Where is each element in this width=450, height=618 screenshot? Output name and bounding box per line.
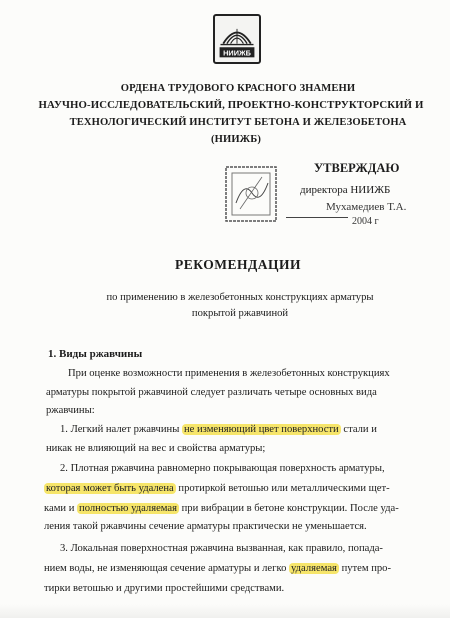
text-run: нием воды, не изменяющая сечение арматуры и легко	[44, 563, 290, 574]
text-run: протиркой ветошью или металлическими щет-	[175, 483, 390, 494]
section-heading: 1. Виды ржавчины	[48, 348, 143, 360]
org-name-line-3: ТЕХНОЛОГИЧЕСКИЙ ИНСТИТУТ БЕТОНА И ЖЕЛЕЗОБЕТОНА	[69, 117, 407, 128]
paragraph-line: никак не влияющий на вес и свойства арматуры;	[46, 443, 266, 454]
approval-stamp	[222, 163, 280, 225]
paragraph-line: тирки ветошью и другими простейшими средствами.	[44, 583, 285, 594]
approval-name: Мухамедиев Т.А.	[326, 201, 407, 213]
niizhb-logo	[213, 14, 261, 64]
paragraph-line: арматуры покрытой ржавчиной следует различать четыре основных вида	[46, 387, 377, 398]
approval-title: УТВЕРЖДАЮ	[314, 161, 400, 175]
highlighted-text: удаляемая	[291, 563, 337, 574]
svg-text:НИИЖБ: НИИЖБ	[223, 48, 251, 58]
paragraph-line: ления такой ржавчины сечение арматуры практически не уменьшается.	[44, 521, 367, 532]
approval-director: директора НИИЖБ	[300, 184, 391, 196]
paragraph-line: ржавчины:	[46, 405, 95, 416]
document-subtitle-line-2: покрытой ржавчиной	[191, 308, 289, 319]
paragraph-line: При оценке возможности применения в железобетонных конструкциях	[68, 368, 390, 379]
org-name-line-1: ОРДЕНА ТРУДОВОГО КРАСНОГО ЗНАМЕНИ	[120, 83, 356, 94]
paragraph-line: 2. Плотная ржавчина равномерно покрывающая поверхность арматуры,	[60, 463, 385, 474]
document-subtitle-line-1: по применению в железобетонных конструкциях арматуры	[106, 292, 374, 303]
paragraph-line	[44, 562, 391, 576]
paragraph-line	[44, 502, 399, 516]
org-name-line-2: НАУЧНО-ИССЛЕДОВАТЕЛЬСКИЙ, ПРОЕКТНО-КОНСТРУКТОРСКИЙ И	[38, 99, 424, 111]
text-run: ками и	[44, 503, 78, 514]
logo-emblem-icon	[215, 16, 259, 62]
stamp-icon	[222, 163, 280, 225]
highlighted-text: которая может быть удалена	[46, 483, 174, 494]
text-run: при вибрации в бетоне конструкции. После уда-	[178, 503, 399, 514]
highlighted-text: не изменяющий цвет поверхности	[183, 424, 339, 435]
paragraph-line	[60, 423, 377, 437]
paragraph-line	[44, 482, 390, 496]
approval-year: 2004 г	[352, 216, 379, 227]
org-abbreviation: (НИИЖБ)	[211, 134, 261, 145]
paragraph-line: 3. Локальная поверхностная ржавчина вызванная, как правило, попада-	[60, 543, 383, 554]
document-title: РЕКОМЕНДАЦИИ	[175, 257, 301, 272]
text-run: стали и	[340, 424, 377, 435]
text-run: 1. Легкий налет ржавчины	[60, 424, 182, 435]
signature-line	[286, 217, 348, 218]
page-bottom-edge	[0, 604, 450, 618]
highlighted-text: полностью удаляемая	[79, 503, 177, 514]
text-run: путем про-	[338, 563, 392, 574]
